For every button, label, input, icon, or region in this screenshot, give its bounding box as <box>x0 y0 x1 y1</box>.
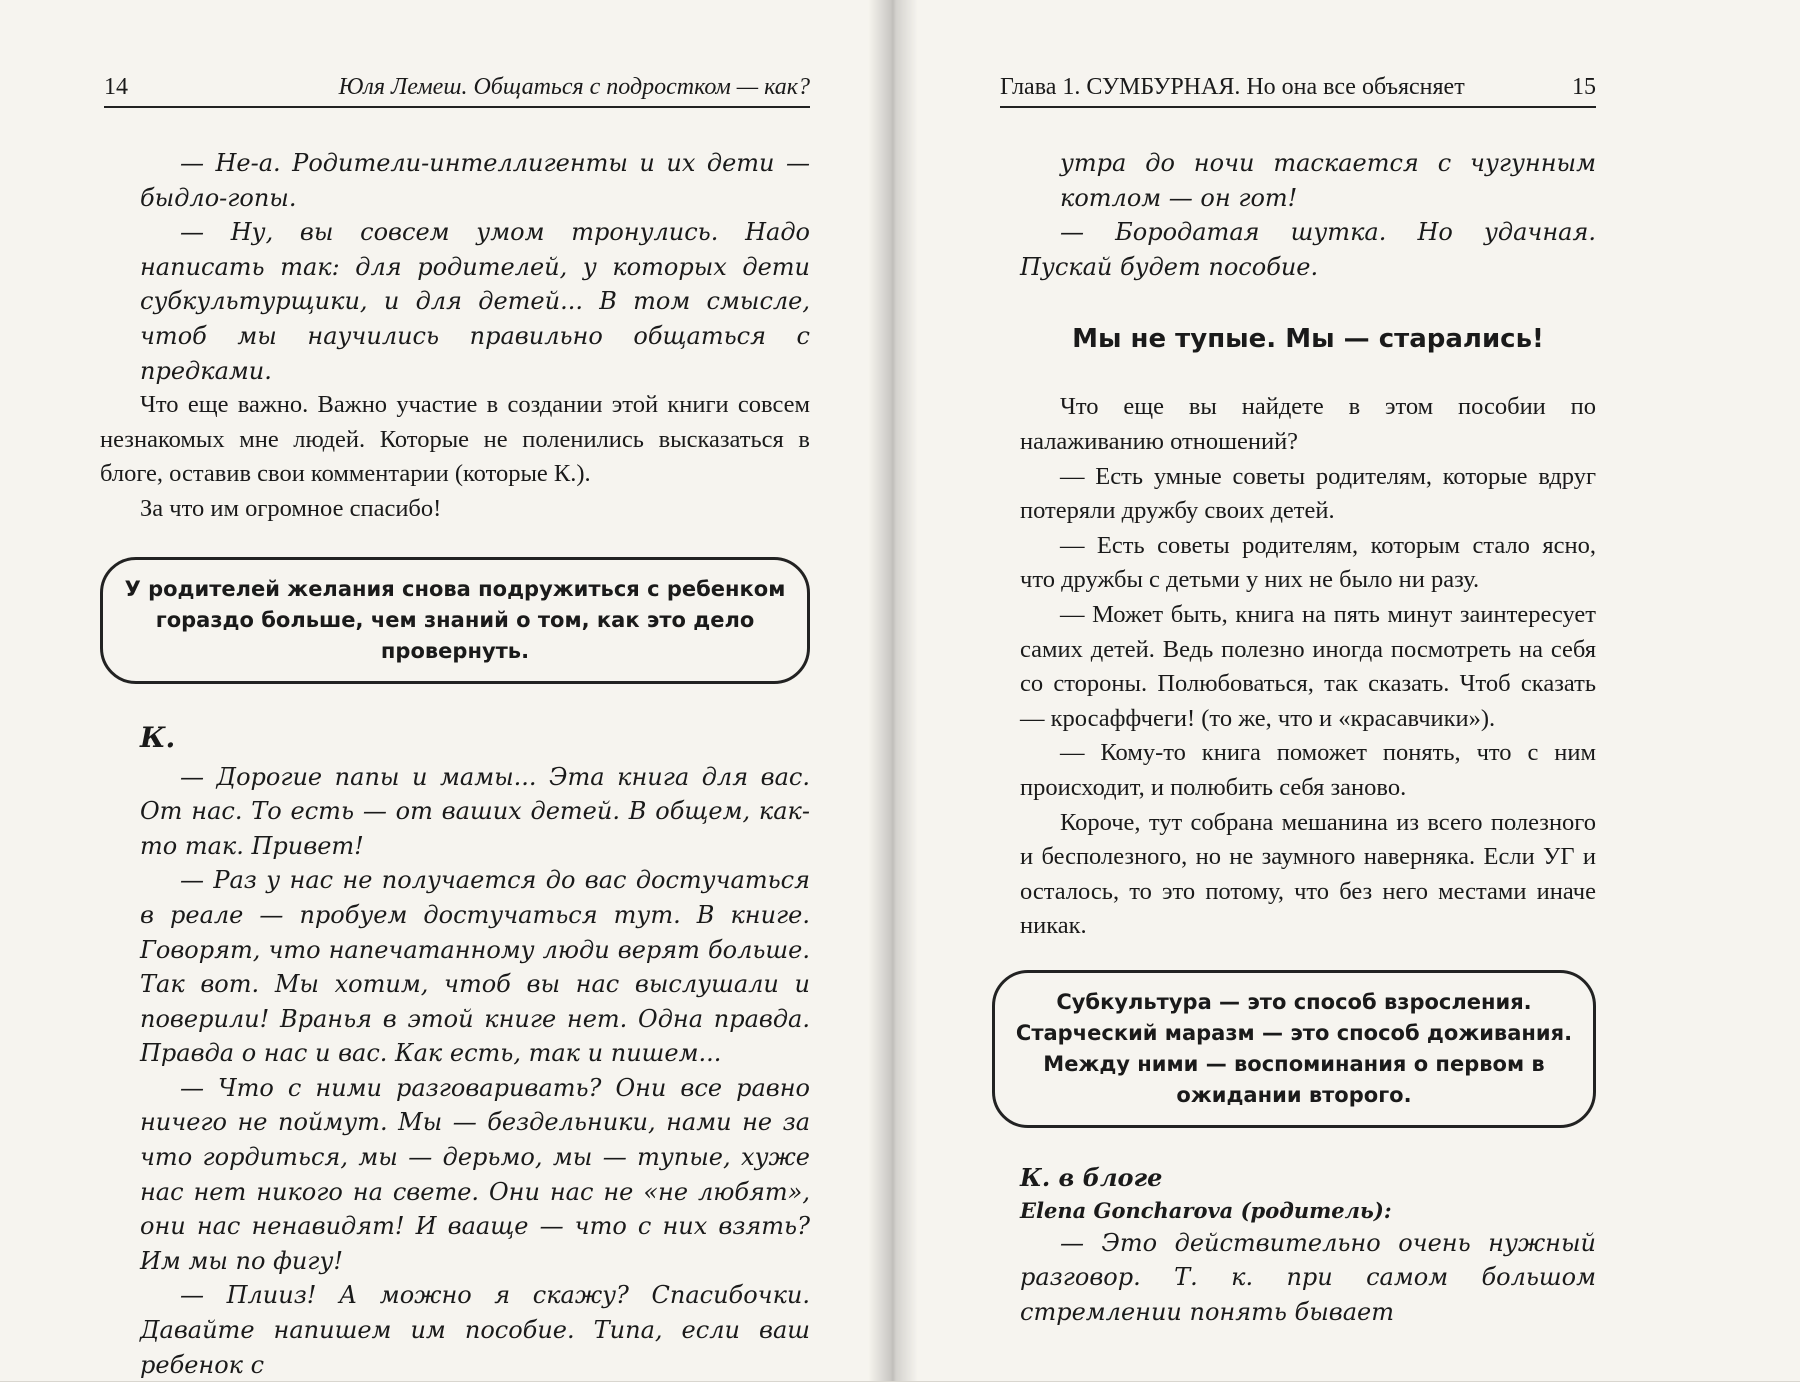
right-page-number: 15 <box>1572 74 1596 100</box>
right-page <box>890 0 1800 1381</box>
right-running-title: Глава 1. СУМБУРНАЯ. Но она все объясняет <box>1000 74 1465 100</box>
callout-line: Старческий маразм — это способ доживания. <box>1015 1020 1573 1045</box>
left-page-number: 14 <box>104 74 128 100</box>
book-gutter-shadow <box>868 0 918 1381</box>
paragraph: — Дорогие папы и мамы... Эта книга для вас. От нас. То есть — от ваших детей. В общем, как-то так. Привет! <box>140 762 810 860</box>
paragraph: — Кому-то книга поможет понять, что с ним происходит, и полюбить себя заново. <box>1020 739 1596 801</box>
comment-author: Elena Goncharova (родитель): <box>1020 1197 1392 1223</box>
paragraph: — Раз у нас не получается до вас достучаться в реале — пробуем достучаться тут. В книге. Говорят, что напечатанному люди верят больше. Так вот. Мы хотим, чтоб вы нас выслушали и поверили! Вранья в этой книге нет. Одна правда. Правда о нас и вас. Как есть, так и пишем... <box>140 866 810 1068</box>
paragraph: Что еще важно. Важно участие в создании этой книги совсем незнакомых мне людей. Которые не поленились высказаться в блоге, оставив свои комментарии (которые К.). <box>100 391 810 488</box>
paragraph: — Бородатая шутка. Но удачная. Пускай будет пособие. <box>1020 218 1596 281</box>
left-page-header <box>104 72 810 108</box>
left-running-title: Юля Лемеш. Общаться с подростком — как? <box>338 74 810 100</box>
paragraph: — Есть советы родителям, которым стало ясно, что дружбы с детьми у них не было ни разу. <box>1020 531 1596 594</box>
callout-box: У родителей желания снова подружиться с ребенком гораздо больше, чем знаний о том, как это дело провернуть. <box>100 557 810 684</box>
callout-line: Между ними — воспоминания о первом в ожидании второго. <box>1043 1051 1545 1107</box>
paragraph: — Может быть, книга на пять минут заинтересует самих детей. Ведь полезно иногда посмотреть на себя со стороны. Полюбоваться, так сказать. Чтоб сказать — кросаффчеги! (то же, что и «красавчики»). <box>1020 600 1596 732</box>
paragraph: — Есть умные советы родителям, которые вдруг потеряли дружбу своих детей. <box>1020 462 1596 525</box>
paragraph: — Ну, вы совсем умом тронулись. Надо написать так: для родителей, у которых дети субкультурщики, и для детей... В том смысле, чтоб мы научились правильно общаться с предками. <box>140 218 810 385</box>
paragraph: За что им огромное спасибо! <box>140 494 442 522</box>
section-heading: Мы не тупые. Мы — старались! <box>1072 324 1544 355</box>
speaker-initial: К. <box>140 720 176 754</box>
blog-heading: К. в блоге <box>1020 1162 1163 1192</box>
paragraph: — Плииз! А можно я скажу? Спасибочки. Давайте напишем им пособие. Типа, если ваш ребенок с <box>140 1281 810 1379</box>
paragraph: Короче, тут собрана мешанина из всего полезного и бесполезного, но не заумного наверняка. Если УГ и осталось, то это потому, что без него местами иначе никак. <box>1020 808 1596 940</box>
paragraph: — Что с ними разговаривать? Они все равно ничего не поймут. Мы — бездельники, нами не за что гордиться, мы — дерьмо, мы — тупые, хуже нас нет никого на свете. Они нас не «не любят», они нас ненавидят! И вааще — что с них взять? Им мы по фигу! <box>140 1073 810 1275</box>
paragraph: — Это действительно очень нужный разговор. Т. к. при самом большом стремлении понять бывает <box>1020 1228 1596 1327</box>
left-page <box>0 0 890 1381</box>
paragraph: Что еще вы найдете в этом пособии по налаживанию отношений? <box>1020 393 1596 455</box>
paragraph: утра до ночи таскается с чугунным котлом — он гот! <box>1060 149 1596 212</box>
paragraph: — Не-а. Родители-интеллигенты и их дети — быдло-гопы. <box>140 149 810 212</box>
right-page-body <box>1015 146 1596 1330</box>
left-page-body <box>100 146 810 1382</box>
right-page-header <box>1000 72 1596 108</box>
callout-box <box>992 970 1596 1128</box>
callout-line: Субкультура — это способ взросления. <box>1056 989 1532 1014</box>
